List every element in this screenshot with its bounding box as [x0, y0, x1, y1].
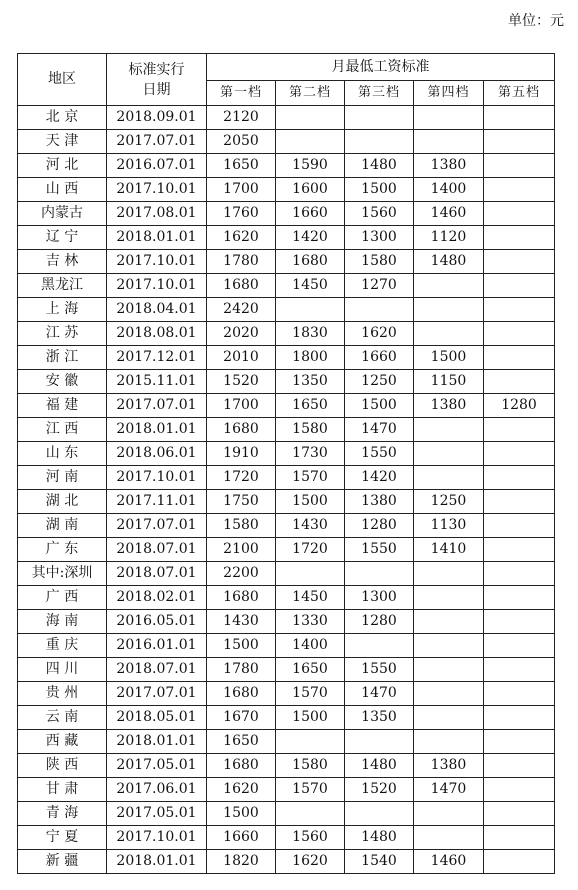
tier-value-cell: 1800	[276, 346, 345, 370]
tier-value-cell	[414, 274, 484, 298]
date-cell: 2018.01.01	[107, 850, 207, 874]
tier-value-cell: 1430	[207, 610, 276, 634]
table-row	[18, 394, 555, 418]
table-row	[18, 538, 555, 562]
tier-value-cell	[484, 658, 555, 682]
tier-value-cell: 1660	[276, 202, 345, 226]
tier-value-cell: 1450	[276, 586, 345, 610]
date-cell: 2018.01.01	[107, 226, 207, 250]
table-row	[18, 418, 555, 442]
tier-value-cell: 1590	[276, 154, 345, 178]
tier-value-cell	[484, 754, 555, 778]
tier-value-cell: 1660	[345, 346, 414, 370]
tier-value-cell: 1380	[414, 754, 484, 778]
tier-value-cell	[484, 706, 555, 730]
region-cell: 湖 南	[18, 514, 107, 538]
tier-header: 第四档	[414, 81, 484, 106]
tier-value-cell	[276, 802, 345, 826]
region-cell: 福 建	[18, 394, 107, 418]
table-row	[18, 658, 555, 682]
tier-value-cell: 1650	[207, 154, 276, 178]
tier-value-cell	[414, 706, 484, 730]
date-cell: 2017.07.01	[107, 514, 207, 538]
tier-value-cell	[345, 802, 414, 826]
tier-value-cell	[414, 826, 484, 850]
date-cell: 2018.04.01	[107, 298, 207, 322]
tier-value-cell: 1580	[207, 514, 276, 538]
tier-value-cell	[414, 418, 484, 442]
tier-value-cell: 1130	[414, 514, 484, 538]
table-row	[18, 754, 555, 778]
date-cell: 2018.06.01	[107, 442, 207, 466]
tier-value-cell: 1780	[207, 250, 276, 274]
date-cell: 2017.05.01	[107, 754, 207, 778]
tier-value-cell	[414, 586, 484, 610]
table-row	[18, 274, 555, 298]
date-header-line2: 日期	[142, 81, 171, 98]
tier-value-cell	[484, 106, 555, 130]
region-cell: 山 东	[18, 442, 107, 466]
tier-value-cell: 1570	[276, 466, 345, 490]
table-row	[18, 802, 555, 826]
tier-value-cell	[414, 130, 484, 154]
tier-value-cell: 1250	[345, 370, 414, 394]
region-cell: 重 庆	[18, 634, 107, 658]
tier-value-cell	[345, 634, 414, 658]
date-cell: 2017.07.01	[107, 394, 207, 418]
tier-value-cell	[414, 106, 484, 130]
tier-value-cell	[414, 658, 484, 682]
tier-value-cell: 1550	[345, 658, 414, 682]
date-cell: 2016.07.01	[107, 154, 207, 178]
tier-value-cell	[345, 130, 414, 154]
tier-value-cell: 1380	[345, 490, 414, 514]
tier-value-cell: 1380	[414, 154, 484, 178]
table-row	[18, 106, 555, 130]
header-row-top	[18, 54, 555, 81]
table-row	[18, 442, 555, 466]
tier-value-cell: 1430	[276, 514, 345, 538]
tier-value-cell: 1540	[345, 850, 414, 874]
table-row	[18, 562, 555, 586]
region-column-header: 地区	[18, 54, 107, 106]
date-cell: 2018.05.01	[107, 706, 207, 730]
tier-value-cell: 1300	[345, 226, 414, 250]
tier-value-cell: 1460	[414, 202, 484, 226]
region-cell: 上 海	[18, 298, 107, 322]
region-cell: 其中:深圳	[18, 562, 107, 586]
tier-value-cell: 1520	[207, 370, 276, 394]
tier-value-cell: 1500	[207, 634, 276, 658]
wage-group-header: 月最低工资标准	[207, 54, 555, 81]
region-cell: 云 南	[18, 706, 107, 730]
tier-value-cell: 1470	[345, 682, 414, 706]
region-cell: 湖 北	[18, 490, 107, 514]
table-row	[18, 850, 555, 874]
date-cell: 2017.10.01	[107, 826, 207, 850]
tier-value-cell: 1270	[345, 274, 414, 298]
tier-value-cell: 1470	[345, 418, 414, 442]
table-row	[18, 346, 555, 370]
date-cell: 2017.11.01	[107, 490, 207, 514]
tier-value-cell: 2010	[207, 346, 276, 370]
table-row	[18, 514, 555, 538]
date-cell: 2018.07.01	[107, 562, 207, 586]
unit-label: 单位：元	[508, 13, 564, 29]
table-row	[18, 178, 555, 202]
tier-header: 第二档	[276, 81, 345, 106]
table-row	[18, 130, 555, 154]
tier-value-cell	[345, 106, 414, 130]
tier-header: 第五档	[484, 81, 555, 106]
tier-value-cell: 1480	[345, 154, 414, 178]
region-cell: 四 川	[18, 658, 107, 682]
tier-value-cell	[414, 322, 484, 346]
region-cell: 安 徽	[18, 370, 107, 394]
tier-value-cell: 1280	[484, 394, 555, 418]
table-row	[18, 154, 555, 178]
tier-value-cell	[484, 322, 555, 346]
tier-value-cell: 1620	[345, 322, 414, 346]
region-cell: 河 南	[18, 466, 107, 490]
table-row	[18, 730, 555, 754]
date-cell: 2016.05.01	[107, 610, 207, 634]
tier-value-cell	[414, 634, 484, 658]
tier-value-cell: 1330	[276, 610, 345, 634]
tier-value-cell: 1780	[207, 658, 276, 682]
tier-value-cell	[484, 130, 555, 154]
tier-value-cell: 1700	[207, 178, 276, 202]
tier-value-cell: 1500	[207, 802, 276, 826]
tier-value-cell	[484, 586, 555, 610]
tier-value-cell: 1460	[414, 850, 484, 874]
date-cell: 2016.01.01	[107, 634, 207, 658]
region-cell: 山 西	[18, 178, 107, 202]
region-cell: 广 东	[18, 538, 107, 562]
date-cell: 2018.09.01	[107, 106, 207, 130]
tier-value-cell: 1760	[207, 202, 276, 226]
date-cell: 2017.10.01	[107, 274, 207, 298]
tier-value-cell: 2420	[207, 298, 276, 322]
tier-value-cell: 1830	[276, 322, 345, 346]
tier-value-cell: 1550	[345, 442, 414, 466]
tier-value-cell: 1150	[414, 370, 484, 394]
tier-value-cell: 2020	[207, 322, 276, 346]
tier-value-cell	[484, 466, 555, 490]
tier-value-cell	[414, 682, 484, 706]
tier-value-cell: 1620	[276, 850, 345, 874]
tier-value-cell: 1420	[276, 226, 345, 250]
tier-value-cell	[484, 490, 555, 514]
tier-value-cell: 1410	[414, 538, 484, 562]
tier-header: 第一档	[207, 81, 276, 106]
tier-value-cell: 1400	[414, 178, 484, 202]
tier-value-cell	[484, 154, 555, 178]
table-row	[18, 226, 555, 250]
tier-value-cell: 1400	[276, 634, 345, 658]
tier-value-cell	[414, 610, 484, 634]
tier-value-cell: 1350	[345, 706, 414, 730]
tier-value-cell: 1570	[276, 778, 345, 802]
region-cell: 天 津	[18, 130, 107, 154]
table-row	[18, 778, 555, 802]
date-cell: 2017.10.01	[107, 250, 207, 274]
tier-value-cell: 1580	[276, 754, 345, 778]
tier-value-cell	[484, 634, 555, 658]
tier-value-cell	[414, 298, 484, 322]
tier-value-cell	[276, 730, 345, 754]
tier-value-cell: 1350	[276, 370, 345, 394]
tier-value-cell: 1280	[345, 610, 414, 634]
tier-value-cell	[414, 562, 484, 586]
tier-value-cell	[484, 514, 555, 538]
table-row	[18, 322, 555, 346]
region-cell: 宁 夏	[18, 826, 107, 850]
tier-value-cell: 1620	[207, 778, 276, 802]
date-cell: 2017.05.01	[107, 802, 207, 826]
table-row	[18, 490, 555, 514]
tier-value-cell: 1480	[414, 250, 484, 274]
tier-value-cell	[414, 802, 484, 826]
tier-value-cell: 1450	[276, 274, 345, 298]
tier-value-cell: 1600	[276, 178, 345, 202]
date-cell: 2017.07.01	[107, 130, 207, 154]
minimum-wage-table	[17, 53, 555, 874]
tier-value-cell: 1500	[345, 394, 414, 418]
date-cell: 2017.06.01	[107, 778, 207, 802]
tier-value-cell	[484, 610, 555, 634]
tier-value-cell	[484, 226, 555, 250]
tier-value-cell: 1380	[414, 394, 484, 418]
tier-value-cell	[484, 538, 555, 562]
tier-value-cell	[276, 562, 345, 586]
tier-value-cell: 1650	[276, 658, 345, 682]
tier-value-cell: 1700	[207, 394, 276, 418]
tier-value-cell	[276, 106, 345, 130]
tier-value-cell	[484, 682, 555, 706]
date-cell: 2017.07.01	[107, 682, 207, 706]
tier-value-cell: 1910	[207, 442, 276, 466]
date-cell: 2018.02.01	[107, 586, 207, 610]
region-cell: 江 苏	[18, 322, 107, 346]
region-cell: 青 海	[18, 802, 107, 826]
tier-value-cell: 1500	[276, 706, 345, 730]
region-cell: 甘 肃	[18, 778, 107, 802]
tier-value-cell: 1650	[276, 394, 345, 418]
table-row	[18, 682, 555, 706]
date-cell: 2017.10.01	[107, 466, 207, 490]
tier-value-cell: 1560	[276, 826, 345, 850]
table-row	[18, 250, 555, 274]
tier-value-cell: 1570	[276, 682, 345, 706]
tier-value-cell: 1720	[207, 466, 276, 490]
date-cell: 2018.08.01	[107, 322, 207, 346]
table-body	[18, 106, 555, 874]
tier-value-cell	[484, 826, 555, 850]
date-cell: 2018.01.01	[107, 418, 207, 442]
tier-value-cell	[484, 730, 555, 754]
tier-value-cell	[414, 442, 484, 466]
tier-value-cell: 1500	[345, 178, 414, 202]
region-cell: 黑龙江	[18, 274, 107, 298]
region-cell: 内蒙古	[18, 202, 107, 226]
tier-value-cell: 1750	[207, 490, 276, 514]
tier-value-cell	[484, 298, 555, 322]
table-row	[18, 610, 555, 634]
tier-value-cell: 1680	[207, 274, 276, 298]
region-cell: 西 藏	[18, 730, 107, 754]
tier-value-cell	[484, 346, 555, 370]
tier-value-cell	[484, 850, 555, 874]
tier-value-cell: 1480	[345, 826, 414, 850]
tier-value-cell: 1500	[276, 490, 345, 514]
table-row	[18, 370, 555, 394]
region-cell: 河 北	[18, 154, 107, 178]
tier-value-cell	[484, 274, 555, 298]
tier-value-cell	[484, 178, 555, 202]
tier-value-cell: 1680	[207, 586, 276, 610]
region-cell: 海 南	[18, 610, 107, 634]
tier-value-cell: 1280	[345, 514, 414, 538]
tier-value-cell: 1120	[414, 226, 484, 250]
tier-value-cell: 2120	[207, 106, 276, 130]
tier-value-cell: 1250	[414, 490, 484, 514]
tier-value-cell	[345, 730, 414, 754]
tier-value-cell	[484, 370, 555, 394]
tier-value-cell: 1580	[276, 418, 345, 442]
tier-value-cell: 1670	[207, 706, 276, 730]
tier-value-cell	[414, 730, 484, 754]
tier-header: 第三档	[345, 81, 414, 106]
tier-value-cell: 1580	[345, 250, 414, 274]
tier-value-cell: 1300	[345, 586, 414, 610]
tier-value-cell: 1480	[345, 754, 414, 778]
tier-value-cell: 1500	[414, 346, 484, 370]
region-cell: 吉 林	[18, 250, 107, 274]
date-column-header	[107, 54, 207, 106]
region-cell: 浙 江	[18, 346, 107, 370]
table-row	[18, 706, 555, 730]
tier-value-cell: 1730	[276, 442, 345, 466]
table-row	[18, 826, 555, 850]
date-cell: 2015.11.01	[107, 370, 207, 394]
date-cell: 2018.07.01	[107, 538, 207, 562]
region-cell: 陕 西	[18, 754, 107, 778]
date-cell: 2018.01.01	[107, 730, 207, 754]
tier-value-cell: 1820	[207, 850, 276, 874]
region-cell: 广 西	[18, 586, 107, 610]
date-cell: 2017.10.01	[107, 178, 207, 202]
tier-value-cell: 2050	[207, 130, 276, 154]
tier-value-cell	[414, 466, 484, 490]
region-cell: 贵 州	[18, 682, 107, 706]
tier-value-cell: 1620	[207, 226, 276, 250]
tier-value-cell: 1470	[414, 778, 484, 802]
tier-value-cell: 1720	[276, 538, 345, 562]
tier-value-cell	[484, 250, 555, 274]
table-row	[18, 586, 555, 610]
tier-value-cell	[484, 442, 555, 466]
tier-value-cell	[345, 562, 414, 586]
tier-value-cell	[484, 418, 555, 442]
region-cell: 江 西	[18, 418, 107, 442]
tier-value-cell: 2100	[207, 538, 276, 562]
date-cell: 2017.12.01	[107, 346, 207, 370]
tier-value-cell	[484, 562, 555, 586]
table-row	[18, 202, 555, 226]
date-cell: 2018.07.01	[107, 658, 207, 682]
tier-value-cell	[484, 802, 555, 826]
tier-value-cell: 1420	[345, 466, 414, 490]
tier-value-cell: 1680	[207, 418, 276, 442]
tier-value-cell: 1680	[207, 682, 276, 706]
tier-value-cell	[484, 778, 555, 802]
table-row	[18, 466, 555, 490]
tier-value-cell	[276, 130, 345, 154]
table-row	[18, 298, 555, 322]
tier-value-cell: 1550	[345, 538, 414, 562]
table-header	[18, 54, 555, 106]
tier-value-cell: 1520	[345, 778, 414, 802]
region-cell: 北 京	[18, 106, 107, 130]
tier-value-cell	[345, 298, 414, 322]
tier-value-cell: 2200	[207, 562, 276, 586]
tier-value-cell: 1560	[345, 202, 414, 226]
region-cell: 新 疆	[18, 850, 107, 874]
tier-value-cell: 1680	[276, 250, 345, 274]
region-cell: 辽 宁	[18, 226, 107, 250]
date-header-line1: 标准实行	[128, 61, 185, 78]
tier-value-cell: 1680	[207, 754, 276, 778]
tier-value-cell: 1650	[207, 730, 276, 754]
tier-value-cell	[276, 298, 345, 322]
table-row	[18, 634, 555, 658]
date-cell: 2017.08.01	[107, 202, 207, 226]
tier-value-cell: 1660	[207, 826, 276, 850]
tier-value-cell	[484, 202, 555, 226]
